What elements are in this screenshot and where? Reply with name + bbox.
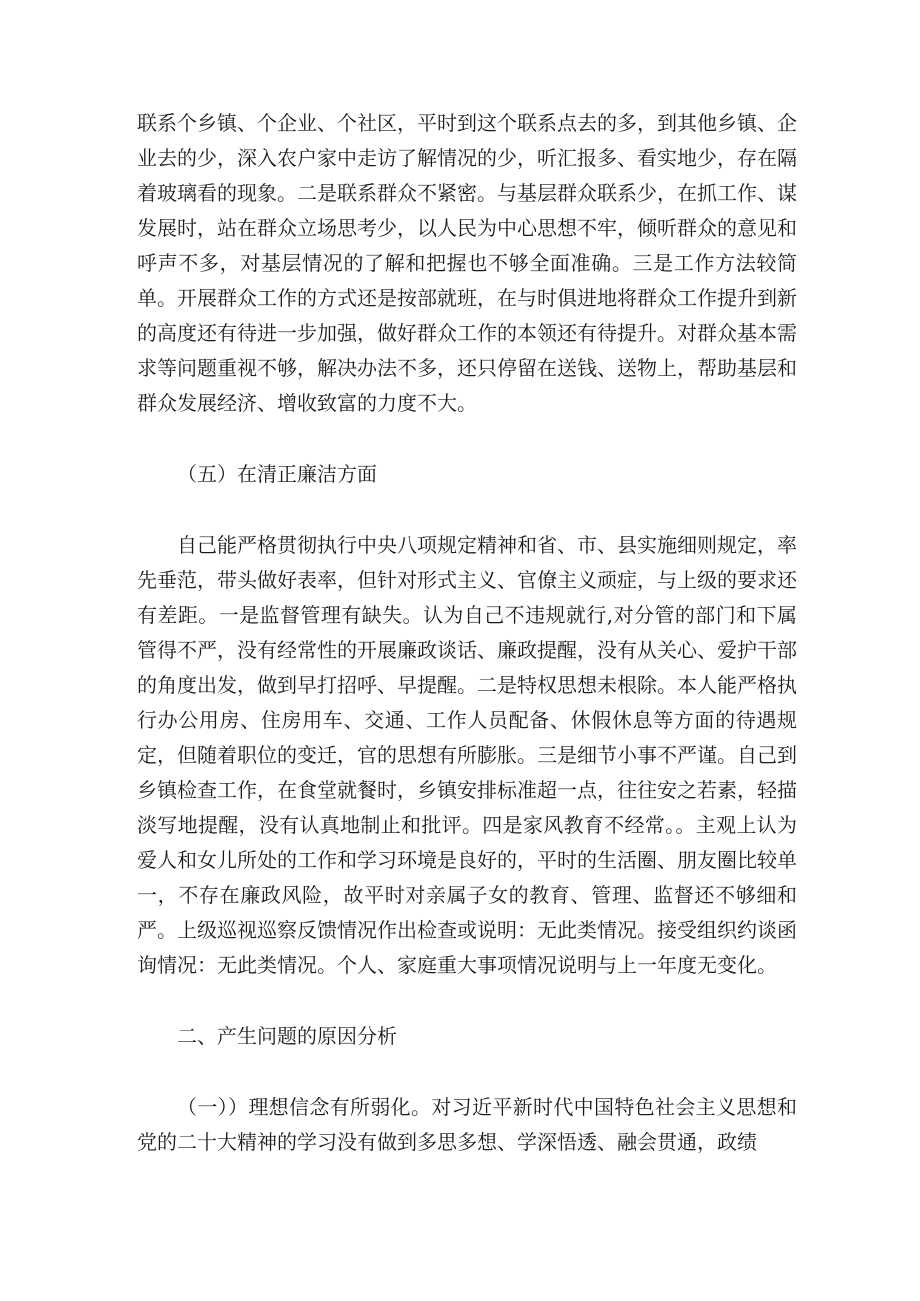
paragraph-integrity: 自己能严格贯彻执行中央八项规定精神和省、市、县实施细则规定，率先垂范，带头做好表率，但针对形式主义、官僚主义顽症，与上级的要求还有差距。一是监督管理有缺失。认为自己不违规就行,对分管的部门和下属管得不严，没有经常性的开展廉政谈话、廉政提醒，没有从关心、爱护干部的角度出发，做到早打招呼、早提醒。二是特权思想未根除。本人能严格执行办公用房、住房用车、交通、工作人员配备、休假休息等方面的待遇规定，但随着职位的变迁，官的思想有所膨胀。三是细节小事不严谨。自己到乡镇检查工作，在食堂就餐时，乡镇安排标准超一点，往往安之若素，轻描淡写地提醒，没有认真地制止和批评。四是家风教育不经常。。主观上认为爱人和女儿所处的工作和学习环境是良好的，平时的生活圈、朋友圈比较单一，不存在廉政风险，故平时对亲属子女的教育、管理、监督还不够细和严。上级巡视巡察反馈情况作出检查或说明：无此类情况。接受组织约谈函询情况：无此类情况。个人、家庭重大事项情况说明与上一年度无变化。 <box>137 533 797 977</box>
section-heading-integrity: （五）在清正廉洁方面 <box>177 462 377 486</box>
paragraph-mass-contact: 联系个乡镇、个企业、个社区，平时到这个联系点去的多，到其他乡镇、企业去的少，深入农户家中走访了解情况的少，听汇报多、看实地少，存在隔着玻璃看的现象。二是联系群众不紧密。与基层群众联系少，在抓工作、谋发展时，站在群众立场思考少，以人民为中心思想不牢，倾听群众的意见和呼声不多，对基层情况的了解和把握也不够全面准确。三是工作方法较简单。开展群众工作的方式还是按部就班，在与时俱进地将群众工作提升到新的高度还有待进一步加强，做好群众工作的本领还有待提升。对群众基本需求等问题重视不够，解决办法不多，还只停留在送钱、送物上，帮助基层和群众发展经济、增收致富的力度不大。 <box>137 111 797 415</box>
paragraph-ideals-weakened: （一））理想信念有所弱化。对习近平新时代中国特色社会主义思想和党的二十大精神的学习没有做到多思多想、学深悟透、融会贯通，政绩 <box>137 1095 797 1154</box>
document-content <box>137 106 797 1160</box>
part-heading-cause-analysis: 二、产生问题的原因分析 <box>177 1024 397 1048</box>
